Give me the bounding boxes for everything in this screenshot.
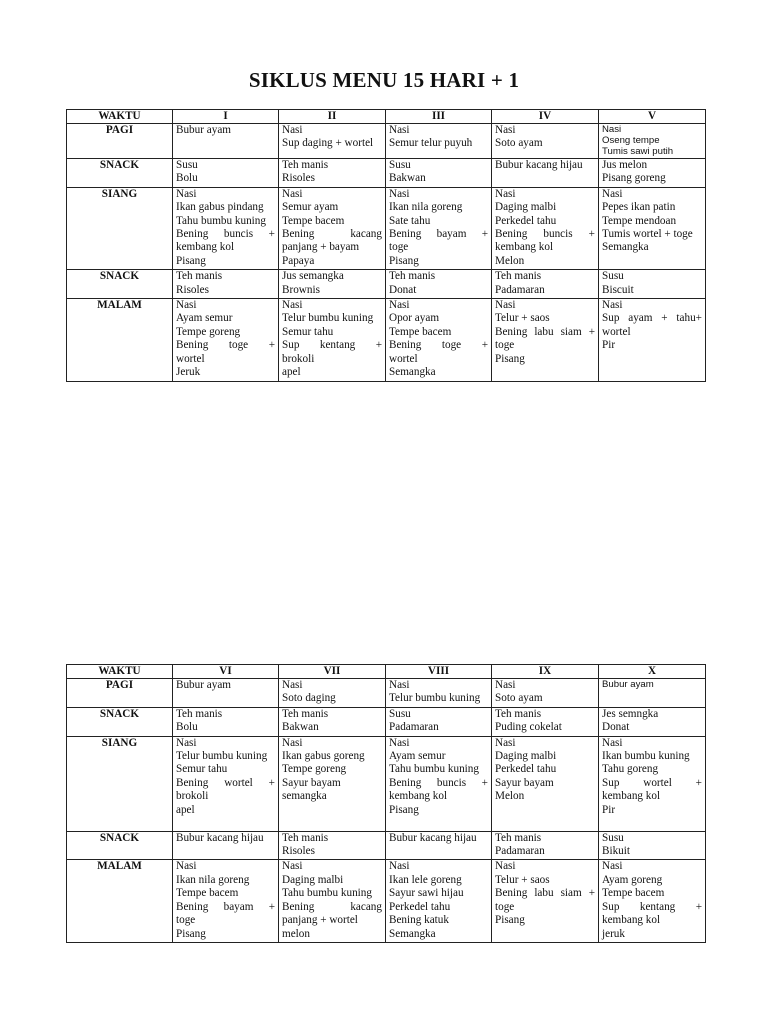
menu-item: Donat [602,721,630,734]
menu-cell [279,679,386,708]
menu-cell [492,187,599,269]
menu-cell [173,299,279,381]
menu-item: kembang kol [602,914,661,927]
menu-item: Teh manis [282,707,329,720]
menu-item: Tumis wortel + toge [602,228,693,241]
menu-item: Jes semngka [602,707,659,720]
menu-item: Perkedel tahu [495,214,557,227]
menu-item: Nasi [602,124,622,135]
column-header-day: V [599,110,706,124]
table-row [67,187,706,269]
meal-time-label: SNACK [67,831,173,860]
menu-cell [599,299,706,381]
menu-cell [599,159,706,188]
menu-item: Pisang [176,927,206,940]
menu-item: toge [495,900,515,913]
page-title: SIKLUS MENU 15 HARI + 1 [248,68,520,92]
menu-item: apel [282,366,301,379]
menu-item: Susu [602,270,624,283]
menu-item: Daging malbi [495,750,557,763]
menu-item: Tempe goreng [282,763,347,776]
menu-cell [386,707,492,736]
menu-item: Bening wortel + [176,776,275,789]
menu-cell [173,270,279,299]
menu-item: Padamaran [495,283,545,296]
menu-item: Sate tahu [389,214,431,227]
menu-item: Nasi [389,736,410,749]
menu-item: Bening katuk [389,914,449,927]
menu-item: Bening labu siam + [495,887,595,900]
menu-item: Nasi [602,860,623,873]
menu-item: kembang kol [602,790,661,803]
menu-cell [386,831,492,860]
menu-item: Semur telur puyuh [389,137,473,150]
menu-item: Tumis sawi putih [602,146,674,157]
menu-item: Risoles [176,283,209,296]
menu-item: Bubur kacang hijau [495,159,583,171]
menu-item: Risoles [282,172,315,185]
menu-item: Nasi [176,736,197,749]
menu-item: Susu [389,707,411,720]
menu-item: Bakwan [389,172,426,185]
menu-item: kembang kol [176,241,235,254]
menu-item: Sup kentang + [602,900,702,913]
menu-item: Perkedel tahu [495,763,557,776]
cell-spacer [176,817,275,829]
menu-cell [492,159,599,188]
menu-item: Bening toge + [389,339,488,352]
meal-time-label: PAGI [67,124,173,159]
menu-item: Bubur kacang hijau [389,831,477,844]
menu-cell [492,299,599,381]
menu-cell [599,707,706,736]
column-header-day: X [599,665,706,679]
menu-item: Bubur kacang hijau [176,831,264,844]
cell-spacer [495,804,595,830]
menu-item: Bening buncis + [389,776,488,789]
menu-cell [492,831,599,860]
menu-item: Soto ayam [495,137,543,150]
menu-item: Telur bumbu kuning [282,312,374,325]
menu-cell [173,679,279,708]
menu-item: Teh manis [495,270,542,283]
menu-item: panjang + wortel [282,914,358,927]
menu-cell [492,270,599,299]
menu-item: Pisang goreng [602,172,666,185]
menu-item: Bubur ayam [176,124,231,136]
column-header-waktu: WAKTU [67,110,173,124]
menu-item: Telur bumbu kuning [176,750,268,763]
menu-item: Sayur bayam [495,776,554,789]
menu-item: Nasi [495,736,516,749]
menu-cell [279,187,386,269]
menu-item: Nasi [282,187,303,200]
table-row [67,736,706,831]
column-header-day: III [386,110,492,124]
column-header-day: VI [173,665,279,679]
menu-cell [386,299,492,381]
menu-cell [279,270,386,299]
menu-item: Biscuit [602,283,634,296]
menu-item: Bening bayam + [389,228,488,241]
menu-item: kembang kol [389,790,448,803]
menu-item: Susu [176,159,198,171]
menu-item: Nasi [176,860,197,873]
menu-item: Oseng tempe [602,135,660,146]
menu-table-days-1-5 [66,109,706,382]
table-row [67,159,706,188]
menu-item: Nasi [282,860,303,873]
menu-item: Nasi [495,124,516,136]
menu-item: Tempe bacem [389,325,452,338]
menu-item: Brownis [282,283,320,296]
menu-item: Ikan nila goreng [176,873,250,886]
menu-cell [173,124,279,159]
menu-item: Teh manis [495,707,542,720]
menu-item: Pisang [176,254,206,267]
cell-spacer [602,817,702,829]
meal-time-label: SNACK [67,707,173,736]
menu-cell [173,736,279,831]
meal-time-label: SNACK [67,270,173,299]
menu-item: semangka [282,790,327,803]
menu-item: Tahu bumbu kuning [176,214,266,227]
menu-item: Bening toge + [176,339,275,352]
menu-item: Semur ayam [282,201,339,214]
menu-item: Nasi [282,124,303,136]
menu-item: Teh manis [282,831,329,844]
menu-item: Semangka [389,366,436,379]
menu-cell [173,159,279,188]
menu-item: Telur + saos [495,873,550,886]
menu-item: apel [176,803,195,816]
menu-item: melon [282,927,310,940]
menu-item: Ikan gabus goreng [282,750,365,763]
menu-item: toge [389,241,409,254]
table-row [67,831,706,860]
menu-cell [492,124,599,159]
menu-cell [279,159,386,188]
menu-item: Susu [602,831,624,844]
header-row [67,665,706,679]
menu-table-days-6-10 [66,664,706,943]
menu-item: Padamaran [389,721,439,734]
menu-cell [386,187,492,269]
menu-item: Semur tahu [282,325,334,338]
menu-item: Nasi [389,860,410,873]
cell-spacer [282,804,382,830]
table-row [67,860,706,942]
menu-item: Tempe mendoan [602,214,677,227]
table-row [67,707,706,736]
menu-cell [279,831,386,860]
menu-item: Teh manis [282,159,329,171]
menu-item: toge [176,914,196,927]
menu-cell [599,831,706,860]
menu-cell [173,831,279,860]
menu-item: Perkedel tahu [389,900,451,913]
menu-item: Nasi [389,299,410,312]
menu-item: Melon [495,790,525,803]
menu-cell [492,860,599,942]
meal-time-label: SIANG [67,736,173,831]
menu-item: Teh manis [176,270,223,283]
menu-item: Bening buncis + [176,228,275,241]
column-header-day: IX [492,665,599,679]
menu-item: Tempe bacem [282,214,345,227]
menu-item: Nasi [602,187,623,200]
menu-item: Pisang [495,914,525,927]
menu-item: Opor ayam [389,312,440,325]
menu-item: Jus semangka [282,270,344,283]
menu-item: Nasi [389,679,410,691]
menu-item: Nasi [495,187,516,200]
menu-item: Nasi [495,860,516,873]
menu-item: Tahu bumbu kuning [389,763,479,776]
menu-item: Bikuit [602,845,630,858]
menu-item: brokoli [176,790,209,803]
menu-item: Susu [389,159,411,171]
menu-item: Semangka [389,927,436,940]
menu-cell [599,736,706,831]
menu-item: Nasi [176,187,197,200]
menu-item: Tempe goreng [176,325,241,338]
meal-time-label: SNACK [67,159,173,188]
menu-item: Semur tahu [176,763,228,776]
menu-item: Donat [389,283,417,296]
table-row [67,299,706,381]
menu-cell [492,679,599,708]
menu-cell [599,124,706,159]
menu-item: Soto daging [282,692,336,705]
menu-cell [599,270,706,299]
menu-item: Ikan lele goreng [389,873,462,886]
menu-item: Soto ayam [495,692,543,705]
menu-item: Bening buncis + [495,228,595,241]
menu-item: Nasi [602,736,623,749]
menu-item: Nasi [389,187,410,200]
cell-spacer [389,817,488,829]
menu-item: Risoles [282,845,315,858]
menu-item: Pir [602,803,616,816]
menu-item: Pepes ikan patin [602,201,676,214]
menu-item: Nasi [602,299,623,312]
menu-cell [279,124,386,159]
menu-item: Daging malbi [282,873,344,886]
menu-item: Semangka [602,241,649,254]
menu-item: Sup wortel + [602,776,702,789]
menu-item: Teh manis [495,831,542,844]
menu-cell [173,860,279,942]
menu-item: Teh manis [176,707,223,720]
menu-item: Sayur sawi hijau [389,887,464,900]
column-header-day: VIII [386,665,492,679]
menu-item: Ayam goreng [602,873,663,886]
menu-item: Bolu [176,172,198,185]
menu-item: Teh manis [389,270,436,283]
menu-cell [386,159,492,188]
menu-item: Sup kentang + [282,339,382,352]
menu-item: Puding cokelat [495,721,562,734]
menu-item: Ayam semur [389,750,446,763]
menu-item: wortel [176,352,205,365]
menu-cell [599,679,706,708]
menu-cell [279,707,386,736]
menu-cell [386,270,492,299]
menu-item: Bakwan [282,721,319,734]
menu-item: wortel [389,352,418,365]
menu-item: Bening bayam + [176,900,275,913]
column-header-day: I [173,110,279,124]
menu-item: Nasi [495,299,516,312]
meal-time-label: MALAM [67,860,173,942]
column-header-waktu: WAKTU [67,665,173,679]
menu-cell [173,707,279,736]
menu-item: Nasi [282,679,303,691]
menu-item: Jus melon [602,159,648,171]
menu-cell [279,299,386,381]
header-row [67,110,706,124]
menu-cell [492,707,599,736]
menu-item: wortel [602,325,631,338]
menu-item: kembang kol [495,241,554,254]
menu-item: Bubur ayam [602,679,654,690]
menu-item: Bolu [176,721,198,734]
menu-item: Ikan gabus pindang [176,201,264,214]
menu-cell [492,736,599,831]
menu-cell [386,860,492,942]
table-row [67,679,706,708]
menu-item: Nasi [176,299,197,312]
column-header-day: IV [492,110,599,124]
table-row [67,270,706,299]
menu-item: Bening kacang [282,228,382,241]
menu-item: Sup ayam + tahu+ [602,312,702,325]
menu-item: Nasi [389,124,410,136]
column-header-day: VII [279,665,386,679]
column-header-day: II [279,110,386,124]
menu-item: Pir [602,339,616,352]
menu-item: Pisang [389,803,419,816]
menu-item: jeruk [602,927,625,940]
menu-item: Ikan bumbu kuning [602,750,690,763]
menu-item: Tahu bumbu kuning [282,887,372,900]
menu-item: Bening labu siam + [495,325,595,338]
menu-item: Nasi [282,299,303,312]
meal-time-label: MALAM [67,299,173,381]
meal-time-label: PAGI [67,679,173,708]
menu-item: Jeruk [176,366,201,379]
menu-item: Padamaran [495,845,545,858]
menu-item: Daging malbi [495,201,557,214]
menu-item: brokoli [282,352,315,365]
menu-cell [386,679,492,708]
menu-item: Sayur bayam [282,776,341,789]
menu-cell [599,187,706,269]
meal-time-label: SIANG [67,187,173,269]
table-row [67,124,706,159]
menu-item: Papaya [282,254,315,267]
menu-item: Bening kacang [282,900,382,913]
menu-item: Sup daging + wortel [282,137,374,150]
menu-item: Bubur ayam [176,679,231,691]
menu-item: Pisang [495,352,525,365]
menu-item: Ikan nila goreng [389,201,463,214]
menu-item: Tempe bacem [602,887,665,900]
menu-item: Ayam semur [176,312,233,325]
menu-cell [386,124,492,159]
menu-cell [279,736,386,831]
menu-item: Telur bumbu kuning [389,692,481,705]
menu-item: panjang + bayam [282,241,360,254]
menu-item: toge [495,339,515,352]
menu-item: Nasi [282,736,303,749]
menu-item: Tahu goreng [602,763,659,776]
menu-item: Tempe bacem [176,887,239,900]
menu-cell [279,860,386,942]
menu-item: Nasi [495,679,516,691]
menu-cell [173,187,279,269]
menu-item: Melon [495,254,525,267]
menu-item: Pisang [389,254,419,267]
menu-cell [599,860,706,942]
menu-cell [386,736,492,831]
menu-item: Telur + saos [495,312,550,325]
